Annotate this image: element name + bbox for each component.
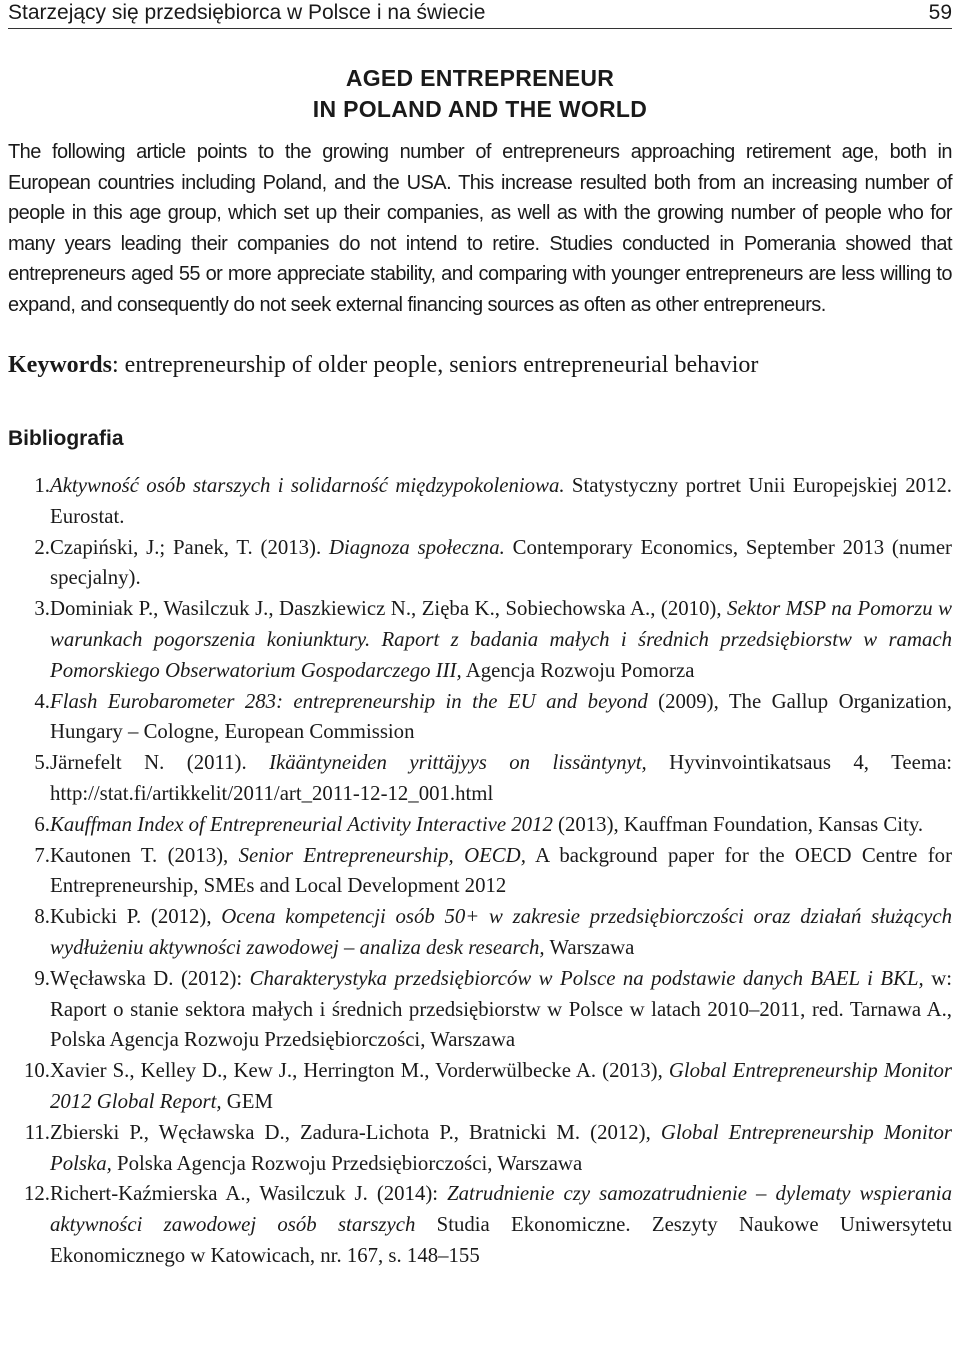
entry-segment: Kubicki P. (2012), (50, 905, 222, 929)
entry-italic-segment: Senior Entrepreneurship, OECD, (238, 843, 526, 867)
entry-text (50, 594, 952, 686)
entry-italic-segment: Global Entrepreneurship Monitor 2012 Global Report, (50, 1059, 952, 1113)
keywords-text: : entrepreneurship of older people, seniors entrepreneurial behavior (112, 352, 759, 378)
entry-number: 1. (34, 474, 50, 497)
entry-italic-segment: Ikääntyneiden yrittäjyys on lissäntynyt, (269, 751, 647, 775)
entry-segment: Dominiak P., Wasilczuk J., Daszkiewicz N., Zięba K., Sobiechowska A., (2010), (50, 597, 728, 621)
running-header (8, 0, 952, 29)
entry-segment: Zbierski P., Węcławska D., Zadura-Lichota P., Bratnicki M. (2012), (50, 1120, 661, 1144)
entry-segment: Järnefelt N. (2011). (50, 751, 270, 775)
entry-text (50, 1118, 952, 1180)
entry-segment: Czapiński, J.; Panek, T. (2013). (50, 535, 329, 559)
bibliography-entry (8, 841, 952, 903)
bibliography-entry (8, 810, 952, 841)
entry-number: 12. (24, 1182, 50, 1206)
entry-segment: Agencja Rozwoju Pomorza (461, 658, 695, 682)
entry-number: 7. (34, 843, 50, 867)
entry-segment: Richert-Kaźmierska A., Wasilczuk J. (2014): (50, 1182, 448, 1206)
entry-italic-segment: Kauffman Index of Entrepreneurial Activity Interactive 2012 (50, 812, 553, 836)
entry-italic-segment: Zatrudnienie czy samozatrudnienie – dylematy wspierania aktywności zawodowej osób starszych (50, 1182, 952, 1237)
entry-number: 10. (24, 1059, 50, 1083)
entry-italic-segment: Ocena kompetencji osób 50+ w zakresie przedsiębiorczości oraz działań służących wydłużeniu aktywności zawodowej – analiza desk research, (50, 905, 953, 959)
entry-italic-segment: Diagnoza społeczna. (328, 535, 505, 559)
entry-italic-segment: Charakterystyka przedsiębiorców w Polsce na podstawie danych BAEL i BKL, (249, 966, 924, 990)
entry-segment: (2009), The Gallup Organization, Hungary – Cologne, European Commission (50, 689, 952, 744)
entry-segment: Polska Agencja Rozwoju Przedsiębiorczości, Warszawa (111, 1151, 583, 1175)
bibliography-entry (8, 1179, 952, 1271)
entry-italic-segment: Aktywność osób starszych i solidarność międzypokoleniowa. (50, 474, 565, 497)
entry-number: 9. (34, 966, 50, 990)
bibliography-entry (8, 533, 952, 595)
entry-text (50, 1179, 952, 1271)
entry-segment: Warszawa (544, 935, 635, 959)
keywords-label: Keywords (8, 352, 112, 378)
entry-text (50, 533, 952, 595)
entry-number: 6. (34, 812, 50, 836)
bibliography-entry (8, 471, 952, 533)
entry-text (50, 902, 952, 964)
entry-italic-segment: Global Entrepreneurship Monitor Polska, (50, 1120, 952, 1175)
bibliography-entry (8, 964, 952, 1056)
entry-segment: (2013), Kauffman Foundation, Kansas City. (552, 812, 924, 836)
entry-number: 4. (34, 689, 50, 713)
entry-text (50, 687, 952, 749)
article-title-line-2: IN POLAND AND THE WORLD (312, 96, 648, 122)
entry-text (50, 471, 952, 533)
bibliography-list (8, 471, 952, 1272)
bibliography-entry (8, 594, 952, 686)
entry-number: 8. (34, 905, 50, 929)
entry-segment: GEM (221, 1089, 273, 1113)
article-title (0, 63, 960, 125)
entry-text (50, 841, 952, 903)
entry-text (50, 1056, 952, 1118)
entry-segment: Węcławska D. (2012): (50, 966, 250, 990)
entry-number: 2. (34, 535, 50, 559)
entry-segment: Studia Ekonomiczne. Zeszyty Naukowe Uniwersytetu Ekonomicznego w Katowicach, nr. 167, s. 148–155 (50, 1213, 952, 1267)
entry-segment: A background paper for the OECD Centre for Entrepreneurship, SMEs and Local Development 2012 (50, 843, 952, 898)
entry-segment: Kautonen T. (2013), (50, 843, 239, 867)
bibliography-entry (8, 687, 952, 749)
entry-segment: Hyvinvointikatsaus 4, Teema: http://stat.fi/artikkelit/2011/art_2011-12-12_001.html (50, 751, 953, 805)
bibliography-entry (8, 1056, 952, 1118)
bibliography-heading: Bibliografia (8, 427, 124, 450)
entry-italic-segment: Sektor MSP na Pomorzu w warunkach pogorszenia koniunktury. Raport z badania małych i średnich przedsiębiorstw w ramach Pomorskiego Obserwatorium Gospodarczego III, (50, 597, 953, 682)
entry-segment: Contemporary Economics, September 2013 (numer specjalny). (50, 535, 952, 590)
entry-text (50, 810, 952, 841)
entry-number: 3. (34, 597, 50, 621)
entry-text (50, 748, 952, 810)
entry-segment: w: Raport o stanie sektora małych i średnich przedsiębiorstw w Polsce w latach 2010–2011, red. Tarnawa A., Polska Agencja Rozwoju Przedsiębiorczości, Warszawa (50, 966, 952, 1052)
keywords-line (8, 350, 952, 380)
bibliography-entry (8, 902, 952, 964)
article-title-line-1: AGED ENTREPRENEUR (345, 65, 615, 91)
entry-segment: Statystyczny portret Unii Europejskiej 2012. Eurostat. (50, 474, 952, 528)
entry-number: 11. (24, 1120, 50, 1144)
bibliography-entry (8, 748, 952, 810)
entry-italic-segment: Flash Eurobarometer 283: entrepreneurship in the EU and beyond (50, 689, 648, 713)
abstract-paragraph: The following article points to the growing number of entrepreneurs approaching retirement age, both in European countries including Poland, and the USA. This increase resulted both from an increasing number of people in this age group, which set up their companies, as well as with the growing number of people who for many years leading their companies do not intend to retire. Studies conducted in Pomerania showed that entrepreneurs aged 55 or more appreciate stability, and comparing with younger entrepreneurs are less willing to expand, and consequently do not seek external financing sources as often as other entrepreneurs. (8, 141, 952, 316)
entry-number: 5. (34, 751, 50, 775)
entry-text (50, 964, 952, 1056)
entry-segment: Xavier S., Kelley D., Kew J., Herrington M., Vorderwülbecke A. (2013), (50, 1059, 669, 1083)
bibliography-entry (8, 1118, 952, 1180)
page-number: 59 (928, 1, 952, 24)
running-title: Starzejący się przedsiębiorca w Polsce i na świecie (8, 1, 486, 24)
